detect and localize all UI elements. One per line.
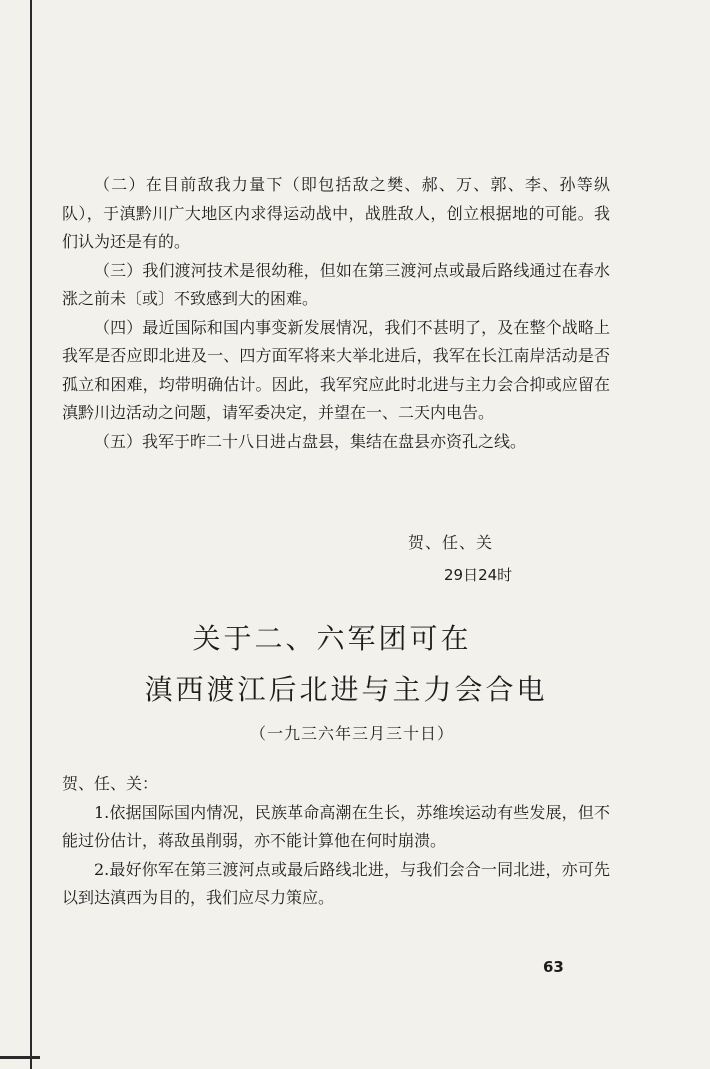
telegram-2-title-line-2: 滇西渡江后北进与主力会合电 [144, 673, 548, 706]
telegram-1-paragraph-4: （四）最近国际和国内事变新发展情况，我们不甚明了，及在整个战略上我军是否应即北进及一、四方面军将来大举北进后，我军在长江南岸活动是否孤立和困难，均带明确估计。因此，我军究应此时北进与主力会合抑或应留在滇黔川边活动之问题，请军委决定，并望在一、二天内电告。 [62, 317, 610, 422]
page-edge [30, 0, 32, 1069]
page-edge-bottom [0, 1056, 40, 1059]
telegram-1-body [62, 171, 610, 456]
telegram-2-salutation: 贺、任、关： [62, 774, 159, 793]
telegram-2-title-line-1: 关于二、六军团可在 [192, 622, 472, 655]
telegram-2-paragraph-1: 1.依据国际国内情况，民族革命高潮在生长，苏维埃运动有些发展，但不能过份估计，蒋敌虽削弱，亦不能计算他在何时崩溃。 [62, 802, 610, 850]
telegram-1-paragraph-2: （二）在目前敌我力量下（即包括敌之樊、郝、万、郭、李、孙等纵队），于滇黔川广大地区内求得运动战中，战胜敌人，创立根据地的可能。我们认为还是有的。 [62, 175, 610, 251]
page-number: 63 [543, 958, 564, 976]
telegram-1-time: 29日24时 [444, 566, 513, 584]
telegram-2-body [62, 770, 610, 913]
telegram-1-paragraph-3: （三）我们渡河技术是很幼稚，但如在第三渡河点或最后路线通过在春水涨之前未〔或〕不致感到大的困难。 [62, 260, 610, 308]
telegram-1-paragraph-5: （五）我军于昨二十八日进占盘县，集结在盘县亦资孔之线。 [94, 431, 527, 451]
telegram-1-signature: 贺、任、关 [408, 533, 494, 552]
telegram-2-date: （一九三六年三月三十日） [249, 724, 454, 743]
telegram-2-paragraph-2: 2.最好你军在第三渡河点或最后路线北进，与我们会合一同北进，亦可先以到达滇西为目的，我们应尽力策应。 [62, 859, 610, 907]
